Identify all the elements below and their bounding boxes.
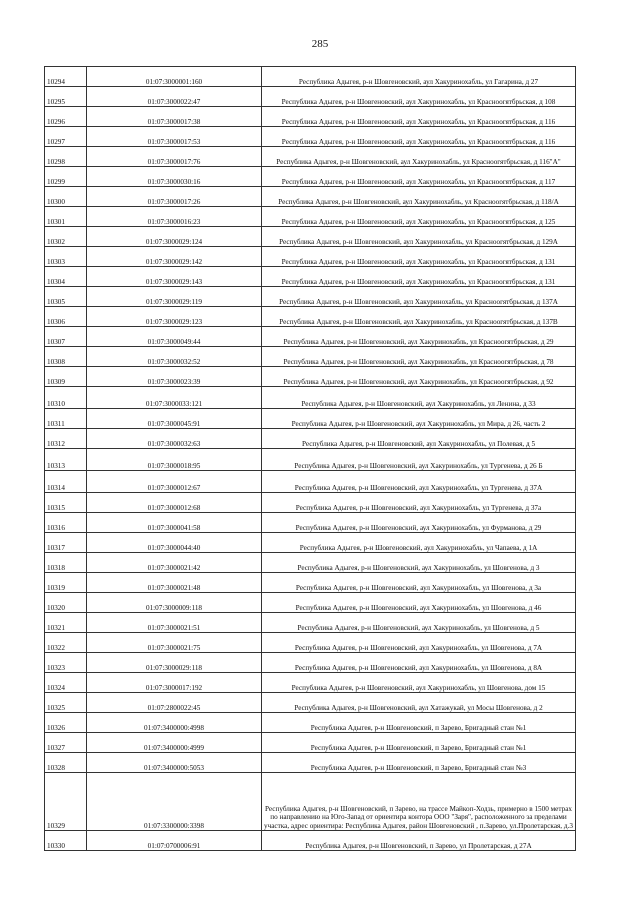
table-row (45, 107, 576, 127)
record-number: 10294 (45, 67, 87, 87)
cadastral-number: 01:07:3000045:91 (87, 409, 262, 429)
record-number: 10302 (45, 227, 87, 247)
address: Республика Адыгея, р-н Шовгеновский, аул Хакуринохабль, ул Ленина, д 33 (262, 387, 576, 409)
table-row (45, 471, 576, 493)
record-number: 10299 (45, 167, 87, 187)
table-row (45, 733, 576, 753)
address: Республика Адыгея, р-н Шовгеновский, аул Хакуринохабль, ул Красноогятбрьская, д 116"А" (262, 147, 576, 167)
table-row (45, 409, 576, 429)
record-number: 10314 (45, 471, 87, 493)
record-number: 10323 (45, 653, 87, 673)
address: Республика Адыгея, р-н Шовгеновский, аул Хакуринохабль, ул Полевая, д 5 (262, 429, 576, 449)
cadastral-number: 01:07:3000021:48 (87, 573, 262, 593)
record-number: 10327 (45, 733, 87, 753)
address: Республика Адыгея, р-н Шовгеновский, п Зарево, на трассе Майкоп-Ходзь, примерно в 1500 метрах по направлению на Юго-Запад от ориентира контора ООО "Заря", расположенного за пределами участка, адрес ориентира: Республика Адыгея, район Шовгеновский , п.Зарево, ул.Пролетарская, д.3 (262, 773, 576, 831)
table-row (45, 287, 576, 307)
record-number: 10324 (45, 673, 87, 693)
address: Республика Адыгея, р-н Шовгеновский, аул Хакуринохабль, ул Красноогятбрьская, д 131 (262, 247, 576, 267)
table-row (45, 67, 576, 87)
cadastral-number: 01:07:3000029:118 (87, 653, 262, 673)
cadastral-number: 01:07:3000012:68 (87, 493, 262, 513)
record-number: 10306 (45, 307, 87, 327)
address: Республика Адыгея, р-н Шовгеновский, п Зарево, Бригадный стан №1 (262, 713, 576, 733)
cadastral-number: 01:07:3000017:76 (87, 147, 262, 167)
address: Республика Адыгея, р-н Шовгеновский, аул Хакуринохабль, ул Красноогятбрьская, д 78 (262, 347, 576, 367)
table-row (45, 247, 576, 267)
table-row (45, 633, 576, 653)
table-row (45, 653, 576, 673)
cadastral-number: 01:07:3000023:39 (87, 367, 262, 387)
table-row (45, 347, 576, 367)
table-row (45, 513, 576, 533)
table-row (45, 307, 576, 327)
record-number: 10297 (45, 127, 87, 147)
table-row (45, 327, 576, 347)
record-number: 10319 (45, 573, 87, 593)
record-number: 10311 (45, 409, 87, 429)
address: Республика Адыгея, р-н Шовгеновский, аул Хатажукай, ул Мосы Шовгенова, д 2 (262, 693, 576, 713)
address: Республика Адыгея, р-н Шовгеновский, аул Хакуринохабль, ул Шовгенова, д 3 (262, 553, 576, 573)
record-number: 10309 (45, 367, 87, 387)
table-row (45, 533, 576, 553)
table-row (45, 207, 576, 227)
cadastral-number: 01:07:3000017:26 (87, 187, 262, 207)
cadastral-number: 01:07:3000030:16 (87, 167, 262, 187)
record-number: 10300 (45, 187, 87, 207)
cadastral-number: 01:07:3400000:4998 (87, 713, 262, 733)
cadastral-number: 01:07:3000029:143 (87, 267, 262, 287)
address: Республика Адыгея, р-н Шовгеновский, аул Хакуринохабль, ул Красноогятбрьская, д 116 (262, 107, 576, 127)
address: Республика Адыгея, р-н Шовгеновский, аул Хакуринохабль, ул Шовгенова, д 46 (262, 593, 576, 613)
record-number: 10295 (45, 87, 87, 107)
record-number: 10303 (45, 247, 87, 267)
address: Республика Адыгея, р-н Шовгеновский, аул Хакуринохабль, ул Чапаева, д 1А (262, 533, 576, 553)
table-row (45, 387, 576, 409)
address: Республика Адыгея, р-н Шовгеновский, аул Хакуринохабль, ул Красноогятбрьская, д 29 (262, 327, 576, 347)
cadastral-number: 01:07:3000029:123 (87, 307, 262, 327)
cadastral-number: 01:07:3000032:52 (87, 347, 262, 367)
table-row (45, 147, 576, 167)
table-row (45, 713, 576, 733)
property-registry-table (44, 66, 576, 851)
record-number: 10305 (45, 287, 87, 307)
table-row (45, 167, 576, 187)
cadastral-number: 01:07:3000033:121 (87, 387, 262, 409)
cadastral-number: 01:07:3000021:51 (87, 613, 262, 633)
cadastral-number: 01:07:3000017:53 (87, 127, 262, 147)
address: Республика Адыгея, р-н Шовгеновский, аул Хакуринохабль, ул Тургенева, д 26 Б (262, 449, 576, 471)
record-number: 10315 (45, 493, 87, 513)
table-row (45, 127, 576, 147)
record-number: 10308 (45, 347, 87, 367)
cadastral-number: 01:07:3000022:47 (87, 87, 262, 107)
record-number: 10301 (45, 207, 87, 227)
address: Республика Адыгея, р-н Шовгеновский, аул Хакуринохабль, ул Фурманова, д 29 (262, 513, 576, 533)
cadastral-number: 01:07:3000017:38 (87, 107, 262, 127)
record-number: 10321 (45, 613, 87, 633)
address: Республика Адыгея, р-н Шовгеновский, аул Хакуринохабль, ул Шовгенова, д 7А (262, 633, 576, 653)
address: Республика Адыгея, р-н Шовгеновский, аул Хакуринохабль, ул Красноогятбрьская, д 117 (262, 167, 576, 187)
table-row (45, 429, 576, 449)
record-number: 10312 (45, 429, 87, 449)
record-number: 10316 (45, 513, 87, 533)
table-row (45, 267, 576, 287)
table-row (45, 227, 576, 247)
cadastral-number: 01:07:2800022:45 (87, 693, 262, 713)
record-number: 10330 (45, 831, 87, 851)
cadastral-number: 01:07:3000012:67 (87, 471, 262, 493)
record-number: 10322 (45, 633, 87, 653)
table-row (45, 553, 576, 573)
table-row (45, 693, 576, 713)
cadastral-number: 01:07:3000017:192 (87, 673, 262, 693)
cadastral-number: 01:07:3000001:160 (87, 67, 262, 87)
address: Республика Адыгея, р-н Шовгеновский, аул Хакуринохабль, ул Красноогятбрьская, д 137В (262, 307, 576, 327)
address: Республика Адыгея, р-н Шовгеновский, аул Хакуринохабль, ул Шовгенова, д 3а (262, 573, 576, 593)
table-row (45, 593, 576, 613)
cadastral-number: 01:07:3400000:5053 (87, 753, 262, 773)
table-row (45, 87, 576, 107)
record-number: 10310 (45, 387, 87, 409)
cadastral-number: 01:07:3000029:142 (87, 247, 262, 267)
cadastral-number: 01:07:3000029:124 (87, 227, 262, 247)
record-number: 10328 (45, 753, 87, 773)
cadastral-number: 01:07:3000029:119 (87, 287, 262, 307)
table-row (45, 673, 576, 693)
table-row (45, 753, 576, 773)
table-row (45, 573, 576, 593)
address: Республика Адыгея, р-н Шовгеновский, п Зарево, ул Пролетарская, д 27А (262, 831, 576, 851)
cadastral-number: 01:07:3000041:58 (87, 513, 262, 533)
cadastral-number: 01:07:3400000:4999 (87, 733, 262, 753)
cadastral-number: 01:07:0700006:91 (87, 831, 262, 851)
address: Республика Адыгея, р-н Шовгеновский, аул Хакуринохабль, ул Красноогятбрьская, д 131 (262, 267, 576, 287)
address: Республика Адыгея, р-н Шовгеновский, аул Хакуринохабль, ул Красноогятбрьская, д 129А (262, 227, 576, 247)
address: Республика Адыгея, р-н Шовгеновский, аул Хакуринохабль, ул Красноогятбрьская, д 108 (262, 87, 576, 107)
address: Республика Адыгея, р-н Шовгеновский, аул Хакуринохабль, ул Красноогятбрьская, д 125 (262, 207, 576, 227)
address: Республика Адыгея, р-н Шовгеновский, аул Хакуринохабль, ул Шовгенова, д 8А (262, 653, 576, 673)
address: Республика Адыгея, р-н Шовгеновский, аул Хакуринохабль, ул Красноогятбрьская, д 92 (262, 367, 576, 387)
address: Республика Адыгея, р-н Шовгеновский, аул Хакуринохабль, ул Шовгенова, дом 15 (262, 673, 576, 693)
record-number: 10307 (45, 327, 87, 347)
address: Республика Адыгея, р-н Шовгеновский, аул Хакуринохабль, ул Красноогятбрьская, д 137А (262, 287, 576, 307)
table-row (45, 613, 576, 633)
cadastral-number: 01:07:3000049:44 (87, 327, 262, 347)
table-row (45, 831, 576, 851)
address: Республика Адыгея, р-н Шовгеновский, аул Хакуринохабль, ул Тургенева, д 37а (262, 493, 576, 513)
table-row (45, 187, 576, 207)
table-row (45, 773, 576, 831)
address: Республика Адыгея, р-н Шовгеновский, аул Хакуринохабль, ул Гагарина, д 27 (262, 67, 576, 87)
address: Республика Адыгея, р-н Шовгеновский, п Зарево, Бригадный стан №3 (262, 753, 576, 773)
address: Республика Адыгея, р-н Шовгеновский, аул Хакуринохабль, ул Мира, д 26, часть 2 (262, 409, 576, 429)
cadastral-number: 01:07:3000044:40 (87, 533, 262, 553)
record-number: 10318 (45, 553, 87, 573)
cadastral-number: 01:07:3000032:63 (87, 429, 262, 449)
address: Республика Адыгея, р-н Шовгеновский, аул Хакуринохабль, ул Красноогятбрьская, д 116 (262, 127, 576, 147)
cadastral-number: 01:07:3000009:118 (87, 593, 262, 613)
record-number: 10304 (45, 267, 87, 287)
address: Республика Адыгея, р-н Шовгеновский, аул Хакуринохабль, ул Красноогятбрьская, д 118/А (262, 187, 576, 207)
record-number: 10326 (45, 713, 87, 733)
address: Республика Адыгея, р-н Шовгеновский, п Зарево, Бригадный стан №1 (262, 733, 576, 753)
record-number: 10329 (45, 773, 87, 831)
table-row (45, 367, 576, 387)
record-number: 10298 (45, 147, 87, 167)
cadastral-number: 01:07:3000021:75 (87, 633, 262, 653)
page-number: 285 (311, 38, 329, 50)
table-row (45, 493, 576, 513)
cadastral-number: 01:07:3000021:42 (87, 553, 262, 573)
record-number: 10317 (45, 533, 87, 553)
address: Республика Адыгея, р-н Шовгеновский, аул Хакуринохабль, ул Шовгенова, д 5 (262, 613, 576, 633)
address: Республика Адыгея, р-н Шовгеновский, аул Хакуринохабль, ул Тургенева, д 37А (262, 471, 576, 493)
cadastral-number: 01:07:3000018:95 (87, 449, 262, 471)
record-number: 10313 (45, 449, 87, 471)
cadastral-number: 01:07:3300000:3398 (87, 773, 262, 831)
record-number: 10320 (45, 593, 87, 613)
record-number: 10325 (45, 693, 87, 713)
cadastral-number: 01:07:3000016:23 (87, 207, 262, 227)
record-number: 10296 (45, 107, 87, 127)
table-row (45, 449, 576, 471)
